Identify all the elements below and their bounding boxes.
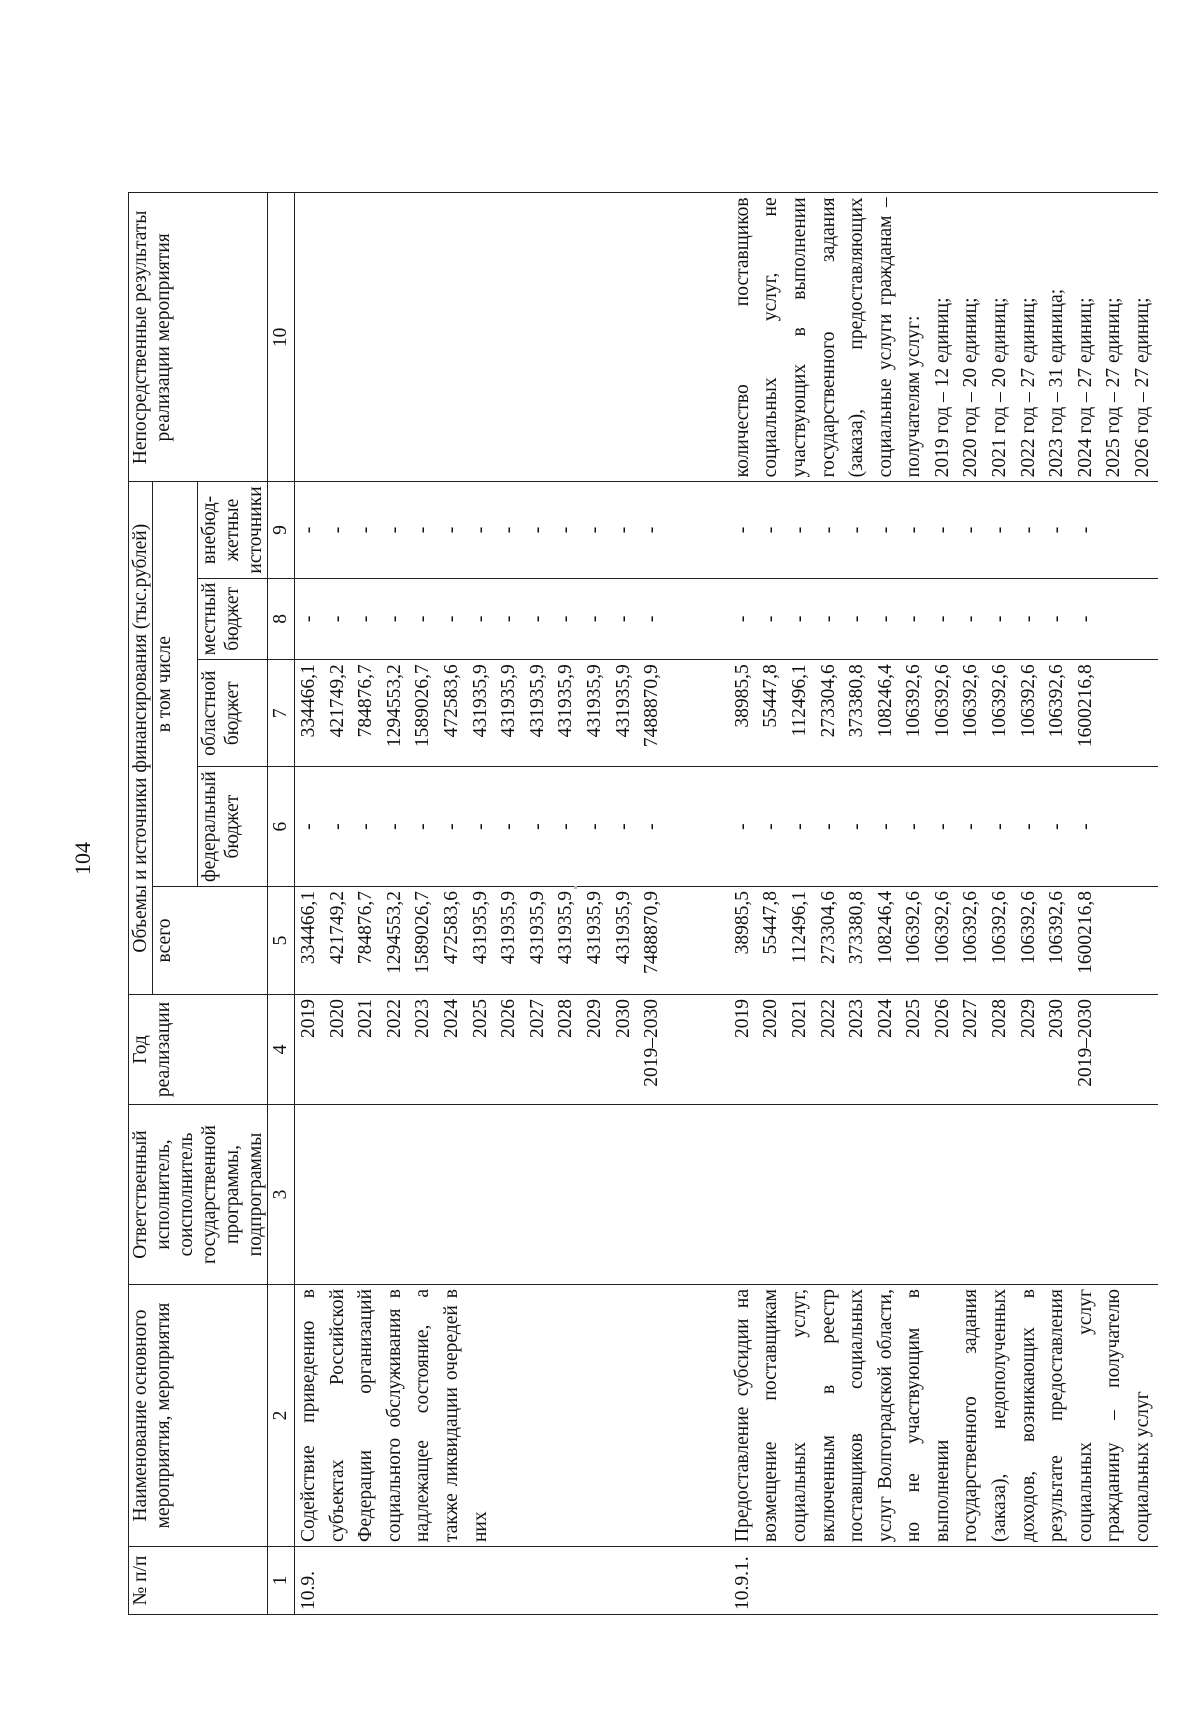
list-item: - [383,823,405,830]
list-item: - [583,823,605,830]
budget-table [128,192,1158,1615]
list-item: 106392,6 [960,664,982,738]
list-item: - [498,615,520,623]
list-item: 431935,9 [526,891,548,965]
row-result [729,193,1158,482]
list-item: - [846,615,868,623]
list-item: - [583,526,605,534]
row-federal [295,767,667,887]
list-item: 431935,9 [612,891,634,965]
list-item: 2027 [526,999,548,1038]
list-item: 431935,9 [498,664,520,738]
list-item: - [412,615,434,623]
list-item: 112496,1 [788,891,810,964]
list-item: 2020 год – 20 единиц; [960,297,982,478]
list-item: 1294553,2 [383,891,405,974]
list-item: 2023 [412,999,434,1038]
list-item: 38985,5 [731,664,753,728]
list-item: - [960,823,982,830]
list-item: 106392,6 [903,664,925,738]
list-item: - [760,615,782,623]
col-number-6: 6 [268,767,295,887]
list-item: - [846,526,868,534]
header-total: всего [153,887,268,995]
list-item: - [931,615,953,623]
table-row [295,193,667,1615]
list-item: - [298,526,319,534]
list-item: 431935,9 [583,891,605,965]
list-item: 2019 [298,999,319,1038]
list-item: - [760,526,782,534]
list-item: 1600216,8 [1074,891,1096,974]
list-item: 2025 [469,999,491,1038]
list-item: - [817,823,839,830]
header-offbudget: внебюд-жетные источники [198,482,268,578]
list-item: 2024 [874,999,896,1038]
list-item: 1294553,2 [383,664,405,748]
list-item: 431935,9 [583,664,605,738]
list-item: - [355,615,377,623]
list-item: 2019 [731,999,753,1038]
list-item: - [960,526,982,534]
list-item: 106392,6 [903,891,925,965]
list-item: 55447,8 [760,664,782,728]
list-item: - [440,526,462,534]
list-item: 2026 год – 27 единиц; [1132,297,1154,478]
row-local [295,578,667,660]
header-col-name: Наименование основного мероприятия, мероприятия [129,1285,268,1547]
list-item: 7488870,9 [641,664,663,748]
header-col-year: Год реализации [129,995,268,1105]
list-item: 421749,2 [326,891,348,965]
list-item: - [760,823,782,830]
header-including: в том числе [153,482,198,887]
list-item: - [355,526,377,534]
list-item: - [555,615,577,623]
list-item: - [412,823,434,830]
list-item: - [788,823,810,830]
list-item: 2029 [583,999,605,1038]
list-item: 2028 [989,999,1011,1038]
list-item: - [612,615,634,623]
list-item: 431935,9 [469,891,491,965]
list-item: 2021 [788,999,810,1038]
row-number: 10.9.1. [729,1547,1158,1615]
row-years [295,995,667,1105]
list-item: - [469,823,491,830]
result-intro: количество поставщиков социальных услуг, не участвующих в выполнении государственного задания (заказа), предоставляющих социальные услуги гражданам – получателям услуг: [731,197,925,478]
list-item: 7488870,9 [641,891,663,974]
list-item: 373380,8 [846,664,868,738]
list-item: 2028 [555,999,577,1038]
list-item: 106392,6 [989,891,1011,965]
list-item: - [817,526,839,534]
row-years [729,995,1158,1105]
list-item: - [555,526,577,534]
list-item: 106392,6 [1046,664,1068,738]
list-item: 106392,6 [1017,891,1039,965]
list-item: 2021 [355,999,377,1038]
list-item: 108246,4 [874,891,896,965]
row-total [295,887,667,995]
row-name: Предоставление субсидии на возмещение поставщикам социальных услуг, включенным в реестр поставщиков социальных услуг Волгоградской области, но не участвующим в выполнении государственного задания (заказа), недополученных доходов, возникающих в результате предоставления социальных услуг гражданину – получателю социальных услуг [729,1285,1158,1547]
list-item: - [526,615,548,623]
list-item: - [1074,823,1096,830]
list-item: - [498,823,520,830]
list-item: - [612,526,634,534]
list-item: 38985,5 [731,891,753,955]
list-item: - [641,526,663,534]
header-regional: областной бюджет [198,660,268,767]
header-col-results: Непосредственные результаты реализации мероприятия [129,193,268,482]
row-regional [295,660,667,767]
list-item: 2024 год – 27 единиц; [1074,297,1096,478]
list-item: 2019–2030 [641,999,663,1087]
table-row [729,193,1158,1615]
list-item: 273304,6 [817,891,839,965]
table-header [129,193,295,1615]
col-number-1: 1 [268,1547,295,1615]
list-item: - [1046,526,1068,534]
list-item: 373380,8 [846,891,868,965]
list-item: - [583,615,605,623]
list-item: - [326,526,348,534]
col-number-9: 9 [268,482,295,578]
list-item: - [788,526,810,534]
list-item: 106392,6 [960,891,982,965]
list-item: - [412,526,434,534]
list-item: - [326,823,348,830]
header-col-executor: Ответственный исполнитель, соисполнитель государственной программы, подпрограммы [129,1105,268,1285]
list-item: 106392,6 [1046,891,1068,965]
list-item: 2022 [383,999,405,1038]
list-item: 784876,7 [355,664,377,738]
list-item: 431935,9 [612,664,634,738]
row-executor [729,1105,1158,1285]
list-item: - [383,615,405,623]
row-name: Содействие приведению в субъектах Российской Федерации организаций социального обслуживания в надлежащее состояние, а также ликвидации очередей в них [295,1285,667,1547]
list-item: - [874,526,896,534]
list-item: - [555,823,577,830]
list-item: 2030 [1046,999,1068,1038]
list-item: 106392,6 [989,664,1011,738]
list-item: 2022 год – 27 единиц; [1017,297,1039,478]
list-item: - [989,615,1011,623]
list-item: - [731,823,753,830]
list-item: - [1017,823,1039,830]
list-item: 2022 [817,999,839,1038]
header-funding-group: Объемы и источники финансирования (тыс.рублей) [129,482,153,995]
list-item: 784876,7 [355,891,377,965]
list-item: - [903,526,925,534]
list-item: 431935,9 [526,664,548,738]
col-number-10: 10 [268,193,295,482]
row-total [729,887,1158,995]
list-item: - [731,615,753,623]
list-item: 106392,6 [1017,664,1039,738]
list-item: 1600216,8 [1074,664,1096,748]
list-item: 2026 [931,999,953,1038]
row-regional [729,660,1158,767]
list-item: 2020 [326,999,348,1038]
list-item: 431935,9 [469,664,491,738]
list-item: 2025 [903,999,925,1038]
list-item: 472583,6 [440,664,462,738]
list-item: - [989,526,1011,534]
header-local: местный бюджет [198,578,268,660]
list-item: - [612,823,634,830]
result-items [929,197,1158,477]
list-item: - [641,615,663,623]
list-item: 431935,9 [555,664,577,738]
list-item: 112496,1 [788,664,810,737]
row-result [295,193,667,482]
list-item: - [874,615,896,623]
list-item: 106392,6 [931,664,953,738]
col-number-2: 2 [268,1285,295,1547]
scan-speck [574,886,577,889]
list-item: 108246,4 [874,664,896,738]
col-number-8: 8 [268,578,295,660]
list-item: - [817,615,839,623]
row-offbudget [295,482,667,578]
list-item: - [469,526,491,534]
list-item: 431935,9 [555,891,577,965]
list-item: 2019 год – 12 единиц; [931,297,953,478]
list-item: 55447,8 [760,891,782,955]
list-item: 2030 [612,999,634,1038]
row-executor [295,1105,667,1285]
col-number-4: 4 [268,995,295,1105]
row-spacer [667,193,729,1615]
list-item: - [931,526,953,534]
row-number: 10.9. [295,1547,667,1615]
list-item: - [903,615,925,623]
list-item: - [989,823,1011,830]
list-item: 2020 [760,999,782,1038]
list-item: - [1017,615,1039,623]
list-item: - [788,615,810,623]
row-local [729,578,1158,660]
list-item: - [903,823,925,830]
list-item: 2023 год – 31 единица; [1046,288,1068,478]
list-item: 106392,6 [931,891,953,965]
list-item: 334466,1 [298,664,319,738]
list-item: - [298,615,319,623]
list-item: - [1074,615,1096,623]
row-offbudget [729,482,1158,578]
list-item: - [383,526,405,534]
list-item: - [731,526,753,534]
list-item: - [1046,823,1068,830]
list-item: - [326,615,348,623]
list-item: 472583,6 [440,891,462,965]
list-item: - [1046,615,1068,623]
list-item: - [960,615,982,623]
col-number-3: 3 [268,1105,295,1285]
list-item: 273304,6 [817,664,839,738]
list-item: 2023 [846,999,868,1038]
list-item: 1589026,7 [412,891,434,974]
list-item: 1589026,7 [412,664,434,748]
list-item: - [874,823,896,830]
list-item: - [526,526,548,534]
row-federal [729,767,1158,887]
list-item: 2025 год – 27 единиц; [1103,297,1125,478]
list-item: - [298,823,319,830]
header-federal: федеральный бюджет [198,767,268,887]
list-item: 334466,1 [298,891,319,965]
page-number: 104 [70,842,95,875]
list-item: - [641,823,663,830]
list-item: - [931,823,953,830]
header-col-number: № п/п [129,1547,268,1615]
list-item: - [846,823,868,830]
list-item: 2024 [440,999,462,1038]
list-item: - [469,615,491,623]
list-item: 2026 [498,999,520,1038]
list-item: 421749,2 [326,664,348,738]
list-item: - [440,823,462,830]
list-item: 2019–2030 [1074,999,1096,1087]
list-item: 2029 [1017,999,1039,1038]
list-item: - [355,823,377,830]
list-item: 2027 [960,999,982,1038]
list-item: 431935,9 [498,891,520,965]
col-number-5: 5 [268,887,295,995]
list-item: - [1017,526,1039,534]
list-item: - [440,615,462,623]
list-item: - [526,823,548,830]
list-item: - [498,526,520,534]
list-item: - [1074,526,1096,534]
col-number-7: 7 [268,660,295,767]
list-item: 2021 год – 20 единиц; [989,297,1011,478]
